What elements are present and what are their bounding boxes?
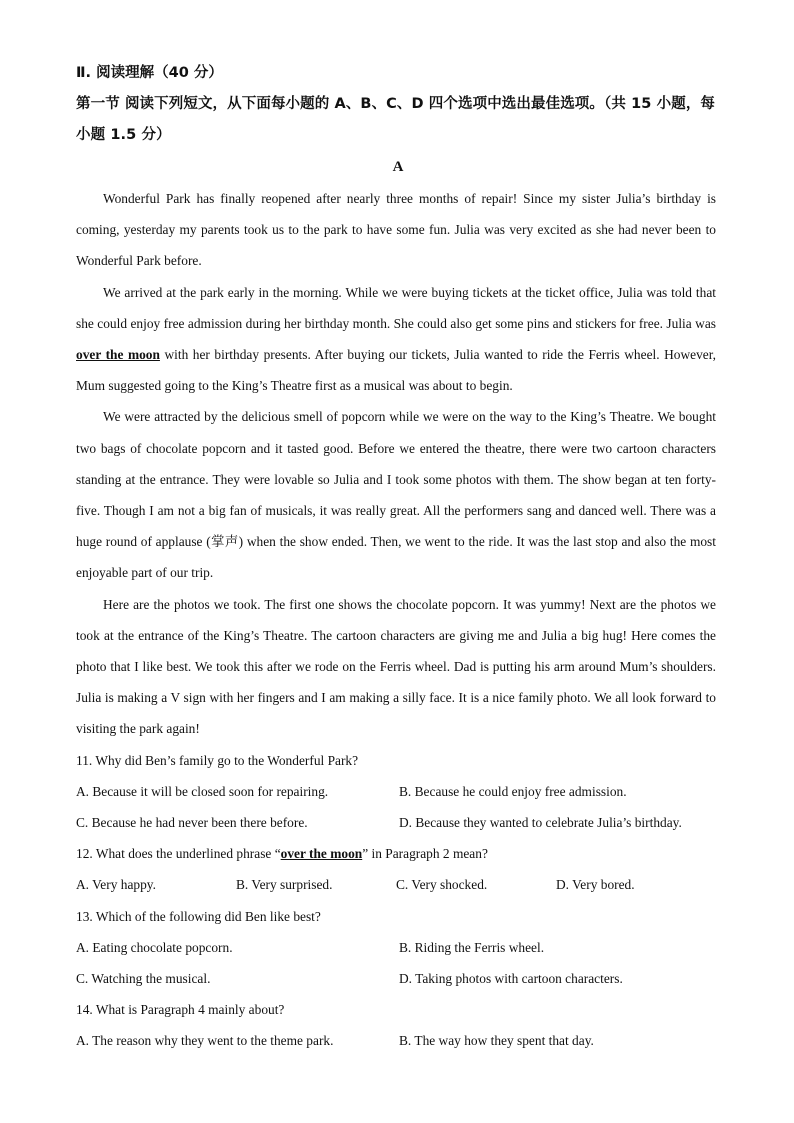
underlined-phrase: over the moon bbox=[76, 347, 160, 363]
option-c: C. Because he had never been there before. bbox=[76, 815, 308, 831]
option-b: B. The way how they spent that day. bbox=[399, 1033, 594, 1049]
section-title: Ⅱ. 阅读理解（40 分） bbox=[76, 65, 223, 81]
section-instruction: 第一节 阅读下列短文，从下面每小题的 A、B、C、D 四个选项中选出最佳选项。（共 15 小题，每小题 1.5 分） bbox=[76, 96, 716, 143]
exam-page bbox=[76, 58, 716, 1057]
question-stem bbox=[76, 838, 716, 869]
paragraph-4: Here are the photos we took. The first one shows the chocolate popcorn. It was yummy! Next are the photos we took at the entrance of the King’s Theatre. The cartoon characters are giving me and Julia a big hug! Here comes the photo that I like best. We took this after we rode on the Ferris wheel. Dad is putting his arm around Mum’s shoulders. Julia is making a V sign with her fingers and I am making a silly face. It is a nice family photo. We all look forward to visiting the park again! bbox=[76, 596, 716, 737]
question-stem: 14. What is Paragraph 4 mainly about? bbox=[76, 1002, 285, 1018]
paragraph-1: Wonderful Park has finally reopened after nearly three months of repair! Since my sister Julia’s birthday is coming, yesterday my parents took us to the park to have some fun. Julia was very excited as she had never been to Wonderful Park before. bbox=[76, 191, 716, 269]
option-c: C. Watching the musical. bbox=[76, 971, 211, 987]
question-stem-before: 12. What does the underlined phrase “ bbox=[76, 846, 281, 862]
paragraph-3: We were attracted by the delicious smell of popcorn while we were on the way to the King’s Theatre. We bought two bags of chocolate popcorn and it tasted good. Before we entered the theatre, there were two cartoon characters standing at the entrance. They were lovable so Julia and I took some photos with them. The show began at ten forty-five. Though I am not a big fan of musicals, it was really great. All the performers sang and danced well. There was a huge round of applause (掌声) when the show ended. Then, we went to the ride. It was the last stop and also the most enjoyable part of our trip. bbox=[76, 409, 716, 581]
option-a: A. Very happy. bbox=[76, 877, 156, 893]
question-stem: 11. Why did Ben’s family go to the Wonderful Park? bbox=[76, 752, 359, 768]
option-d: D. Taking photos with cartoon characters. bbox=[399, 971, 623, 987]
question-stem-after: ” in Paragraph 2 mean? bbox=[362, 846, 488, 862]
question-11 bbox=[76, 745, 716, 839]
question-stem: 13. Which of the following did Ben like best? bbox=[76, 908, 321, 924]
option-b: B. Very surprised. bbox=[236, 877, 333, 893]
paragraph-2-text-before: We arrived at the park early in the morning. While we were buying tickets at the ticket office, Julia was told that she could enjoy free admission during her birthday month. She could also get some pins and stickers for free. Julia was bbox=[76, 284, 716, 331]
question-12 bbox=[76, 838, 716, 900]
paragraph-2 bbox=[76, 277, 716, 402]
underlined-phrase: over the moon bbox=[280, 846, 363, 862]
option-d: D. Because they wanted to celebrate Julia’s birthday. bbox=[399, 815, 682, 831]
passage-letter: A bbox=[392, 159, 404, 175]
question-13 bbox=[76, 901, 716, 995]
option-c: C. Very shocked. bbox=[396, 877, 488, 893]
option-b: B. Riding the Ferris wheel. bbox=[399, 939, 545, 955]
option-a: A. Because it will be closed soon for repairing. bbox=[76, 783, 329, 799]
option-b: B. Because he could enjoy free admission. bbox=[399, 783, 627, 799]
paragraph-2-text-after: with her birthday presents. After buying our tickets, Julia wanted to ride the Ferris wheel. However, Mum suggested going to the King’s Theatre first as a musical was about to begin. bbox=[76, 347, 716, 394]
question-14 bbox=[76, 994, 716, 1056]
option-a: A. Eating chocolate popcorn. bbox=[76, 939, 233, 955]
option-d: D. Very bored. bbox=[556, 877, 635, 893]
option-a: A. The reason why they went to the theme park. bbox=[76, 1033, 334, 1049]
